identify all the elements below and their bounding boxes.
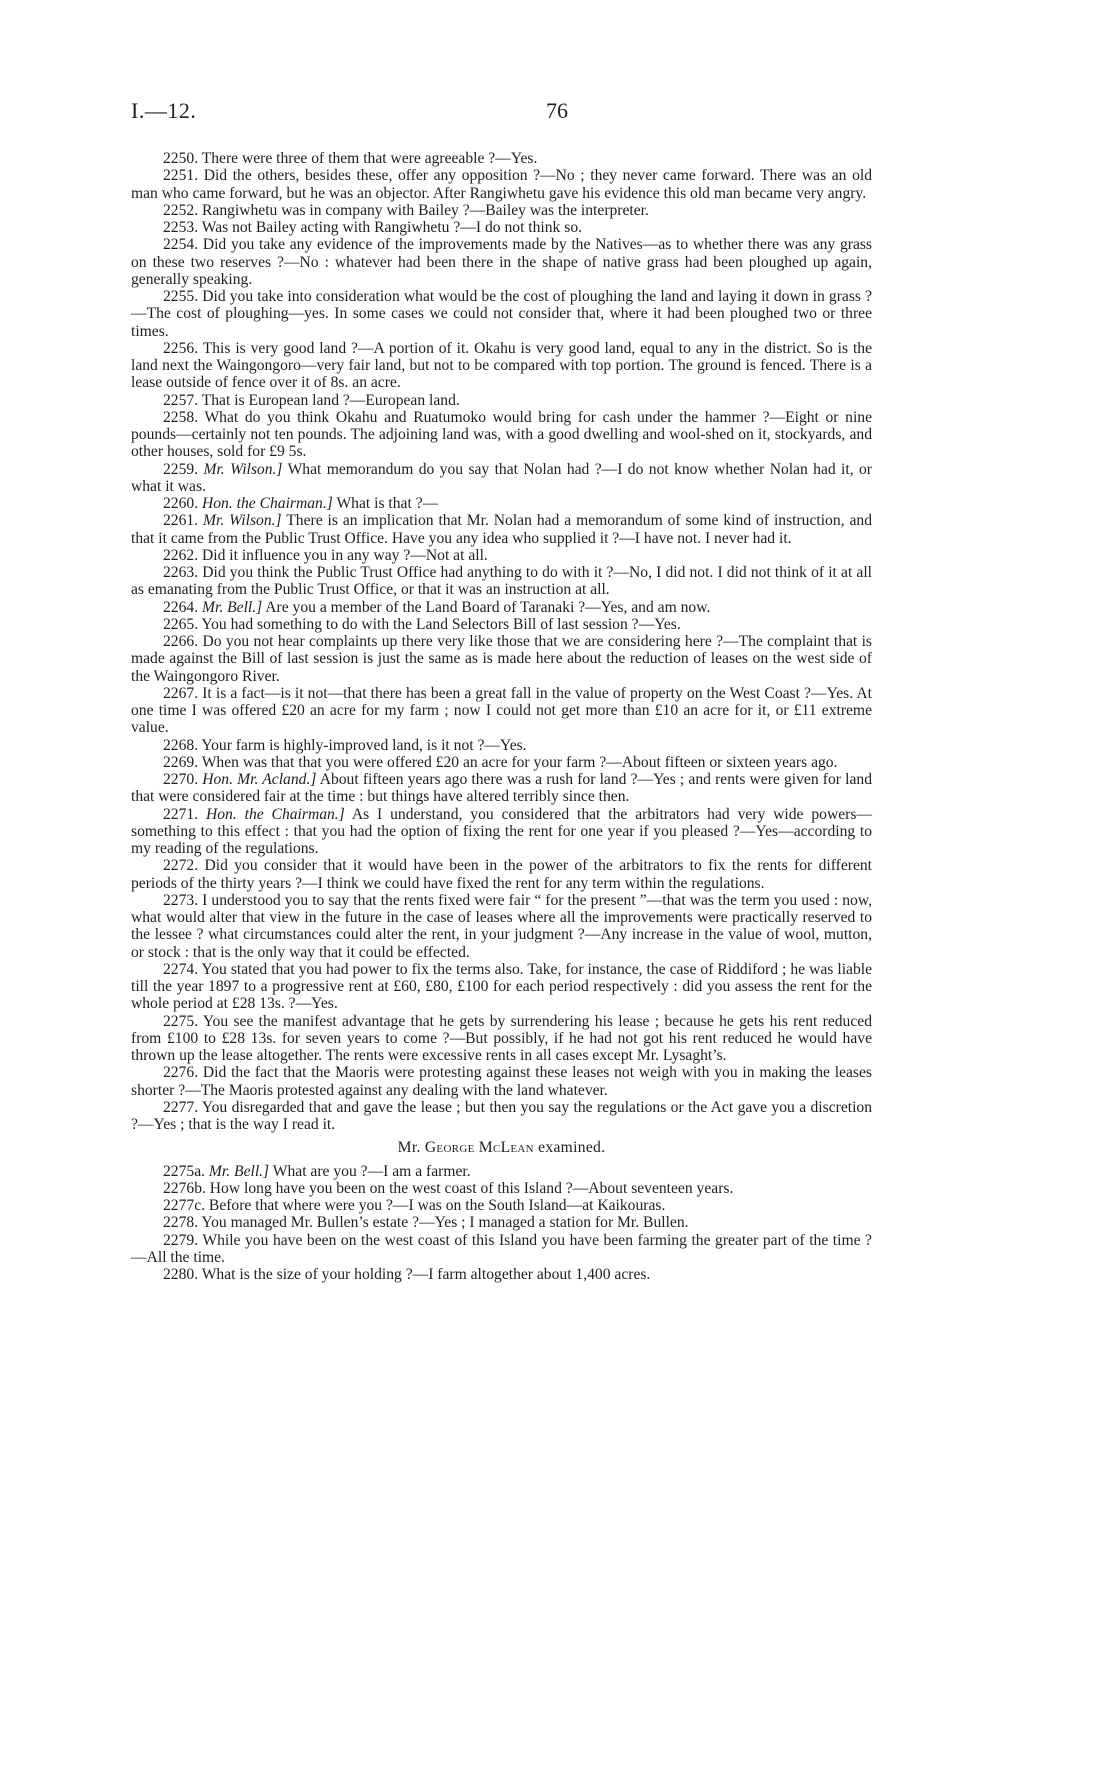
evidence-list-mclean	[131, 1163, 872, 1284]
entry-number: 2262.	[163, 546, 199, 564]
entry-text: Did you think the Public Trust Office had anything to do with it ?—No, I did not. I did not think of it at all as emanating from the Public Trust Office, or that it was an instruction at all.	[131, 564, 872, 599]
qa-entry	[131, 737, 872, 754]
qa-entry	[131, 236, 872, 288]
entry-text: Did you consider that it would have been in the power of the arbitrators to fix the rents for different periods of the thirty years ?—I think we could have fixed the rent for any term within the regulations.	[131, 857, 872, 892]
qa-entry	[131, 599, 872, 616]
entry-number: 2266.	[163, 633, 199, 650]
document-reference: I.—12.	[131, 98, 197, 123]
entry-text: You had something to do with the Land Selectors Bill of last session ?—Yes.	[201, 615, 681, 633]
qa-entry	[131, 754, 872, 771]
entry-text: There is an implication that Mr. Nolan had a memorandum of some kind of instruction, and that it came from the Public Trust Office. Have you any idea who supplied it ?—I have not. I never had it.	[131, 512, 872, 547]
speaker: Mr. Wilson.]	[203, 460, 283, 478]
entry-text: You stated that you had power to fix the terms also. Take, for instance, the case of Riddiford ; he was liable till the year 1897 to a progressive rent at £60, £80, £100 for each period respectively : did you assess the rent for the whole period at £28 13s. ?—Yes.	[131, 960, 872, 1013]
qa-entry	[131, 409, 872, 461]
qa-entry	[131, 892, 872, 961]
entry-number: 2263.	[163, 564, 199, 581]
entry-text: How long have you been on the west coast of this Island ?—About seventeen years.	[209, 1179, 734, 1197]
section-heading: Mr. George McLean examined.	[397, 1139, 606, 1157]
entry-text: When was that that you were offered £20 an acre for your farm ?—About fifteen or sixteen years ago.	[201, 753, 838, 771]
qa-entry	[131, 1013, 872, 1065]
qa-entry	[131, 771, 872, 806]
qa-entry	[131, 1197, 872, 1214]
entry-text: About fifteen years ago there was a rush for land ?—Yes ; and rents were given for land that were considered fair at the time : but things have altered terribly since then.	[131, 771, 872, 806]
entry-text: Was not Bailey acting with Rangiwhetu ?—I do not think so.	[201, 219, 583, 236]
qa-entry	[131, 167, 872, 202]
qa-entry	[131, 616, 872, 633]
qa-entry	[131, 564, 872, 599]
qa-entry	[131, 547, 872, 564]
qa-entry	[131, 685, 872, 737]
entry-number: 2277.	[163, 1098, 199, 1116]
entry-number: 2259.	[163, 460, 199, 478]
entry-text: Did the others, besides these, offer any opposition ?—No ; they never came forward. There was an old man who came forward, but he was an objector. After Rangiwhetu gave his evidence this old man became very angry.	[131, 167, 872, 202]
entry-number: 2275a.	[163, 1162, 206, 1180]
entry-number: 2251.	[163, 167, 199, 185]
entry-text: Rangiwhetu was in company with Bailey ?—Bailey was the interpreter.	[202, 201, 649, 219]
qa-entry	[131, 392, 872, 409]
entry-number: 2276b.	[163, 1179, 206, 1197]
entry-number: 2261.	[163, 512, 199, 530]
entry-number: 2268.	[163, 736, 199, 754]
speaker: Mr. Bell.]	[202, 598, 263, 616]
entry-number: 2274.	[163, 960, 199, 978]
qa-entry	[131, 150, 872, 167]
entry-number: 2279.	[163, 1231, 199, 1249]
entry-text: Your farm is highly-improved land, is it not ?—Yes.	[201, 736, 527, 754]
entry-text: As I understand, you considered that the arbitrators had very wide powers—something to this effect : that you had the option of fixing the rent for one year if you pleased ?—Yes—according to my reading of the regulations.	[131, 805, 872, 857]
entry-number: 2267.	[163, 684, 199, 702]
entry-number: 2276.	[163, 1064, 199, 1082]
entry-number: 2273.	[163, 891, 199, 909]
entry-text: While you have been on the west coast of this Island you have been farming the greater part of the time ?—All the time.	[131, 1231, 872, 1266]
speaker: Mr. Bell.]	[208, 1162, 270, 1180]
qa-entry	[131, 1232, 872, 1267]
entry-number: 2272.	[163, 857, 199, 875]
entry-text: Did you take any evidence of the improvements made by the Natives—as to whether there was any grass on these two reserves ?—No : whatever had been there in the shape of native grass had been ploughed up again, generally speaking.	[131, 236, 872, 288]
entry-number: 2254.	[163, 236, 199, 254]
entry-number: 2252.	[163, 201, 199, 219]
entry-number: 2257.	[163, 391, 199, 409]
entry-text: Did it influence you in any way ?—Not at all.	[202, 546, 488, 564]
qa-entry	[131, 202, 872, 219]
qa-entry	[131, 633, 872, 685]
evidence-list	[131, 150, 872, 1133]
qa-entry	[131, 495, 872, 512]
page-number: 76	[546, 98, 568, 123]
entry-number: 2260.	[163, 495, 199, 512]
entry-text: You see the manifest advantage that he gets by surrendering his lease ; because he gets his rent reduced from £100 to £28 13s. for seven years to come ?—But possibly, if he had not got his rent reduced he would have thrown up the lease altogether. The rents were excessive rents in all cases except Mr. Lysaght’s.	[131, 1012, 872, 1064]
entry-number: 2271.	[163, 805, 199, 823]
entry-number: 2270.	[163, 771, 199, 788]
entry-text: Do you not hear complaints up there very like those that we are considering here ?—The complaint that is made against the Bill of last session is just the same as is made here about the reduction of leases on the west side of the Waingongoro River.	[131, 633, 872, 685]
entry-text: There were three of them that were agreeable ?—Yes.	[201, 150, 538, 167]
entry-number: 2265.	[163, 615, 199, 633]
entry-number: 2264.	[163, 598, 199, 616]
qa-entry	[131, 1099, 872, 1134]
qa-entry	[131, 806, 872, 858]
entry-text: What memorandum do you say that Nolan had ?—I do not know whether Nolan had it, or what it was.	[131, 460, 872, 495]
document-body	[131, 150, 872, 1283]
entry-text: Before that where were you ?—I was on the South Island—at Kaikouras.	[208, 1197, 666, 1214]
entry-text: It is a fact—is it not—that there has been a great fall in the value of property on the West Coast ?—Yes. At one time I was offered £20 an acre for my farm ; now I could not get more than £10 an acre for it, or £11 extreme value.	[131, 684, 872, 737]
entry-number: 2280.	[163, 1266, 199, 1283]
entry-number: 2253.	[163, 219, 199, 236]
entry-text: What is the size of your holding ?—I farm altogether about 1,400 acres.	[201, 1266, 651, 1283]
qa-entry	[131, 340, 872, 392]
speaker: Hon. the Chairman.]	[205, 805, 345, 823]
entry-number: 2277c.	[163, 1197, 206, 1214]
entry-number: 2250.	[163, 150, 199, 167]
speaker: Hon. Mr. Acland.]	[202, 771, 317, 788]
entry-text: I understood you to say that the rents fixed were fair “ for the present ”—that was the term you used : now, what would alter that view in the future in the case of leases where all the improvements were practically reserved to the lessee ? what circumstances could alter the rent, in your judgment ?—Any increase in the value of wool, mutton, or stock : that is the only way that it could be effected.	[131, 891, 872, 961]
qa-entry	[131, 1180, 872, 1197]
entry-text: That is European land ?—European land.	[201, 391, 460, 409]
entry-text: Did you take into consideration what would be the cost of ploughing the land and laying it down in grass ?—The cost of ploughing—yes. In some cases we could not consider that, where it had been ploughed two or three times.	[131, 288, 872, 340]
entry-text: Are you a member of the Land Board of Taranaki ?—Yes, and am now.	[265, 598, 711, 616]
speaker: Mr. Wilson.]	[203, 512, 282, 530]
qa-entry	[131, 288, 872, 340]
entry-number: 2255.	[163, 288, 199, 305]
entry-text: You managed Mr. Bullen’s estate ?—Yes ; I managed a station for Mr. Bullen.	[201, 1214, 689, 1232]
entry-text: You disregarded that and gave the lease ; but then you say the regulations or the Act gave you a discretion ?—Yes ; that is the way I read it.	[131, 1098, 872, 1133]
qa-entry	[131, 1214, 872, 1231]
entry-number: 2258.	[163, 408, 199, 426]
entry-text: This is very good land ?—A portion of it. Okahu is very good land, equal to any in the district. So is the land next the Waingongoro—very fair land, but not to be compared with top portion. The ground is fenced. There is a lease outside of fence over it of 8s. an acre.	[131, 339, 872, 392]
qa-entry	[131, 857, 872, 892]
entry-text: What is that ?—	[336, 495, 439, 512]
qa-entry	[131, 219, 872, 236]
qa-entry	[131, 512, 872, 547]
qa-entry	[131, 1064, 872, 1099]
entry-number: 2269.	[163, 753, 199, 771]
qa-entry	[131, 1163, 872, 1180]
entry-number: 2275.	[163, 1012, 199, 1030]
entry-number: 2278.	[163, 1214, 199, 1232]
qa-entry	[131, 1266, 872, 1283]
qa-entry	[131, 961, 872, 1013]
entry-text: What do you think Okahu and Ruatumoko would bring for cash under the hammer ?—Eight or nine pounds—certainly not ten pounds. The adjoining land was, with a good dwelling and wool-shed on it, stockyards, and other houses, sold for £9 5s.	[131, 408, 872, 461]
entry-text: What are you ?—I am a farmer.	[272, 1162, 471, 1180]
entry-number: 2256.	[163, 339, 199, 357]
entry-text: Did the fact that the Maoris were protesting against these leases not weigh with you in making the leases shorter ?—The Maoris protested against any dealing with the land whatever.	[131, 1064, 872, 1099]
qa-entry	[131, 461, 872, 496]
speaker: Hon. the Chairman.]	[202, 495, 333, 512]
